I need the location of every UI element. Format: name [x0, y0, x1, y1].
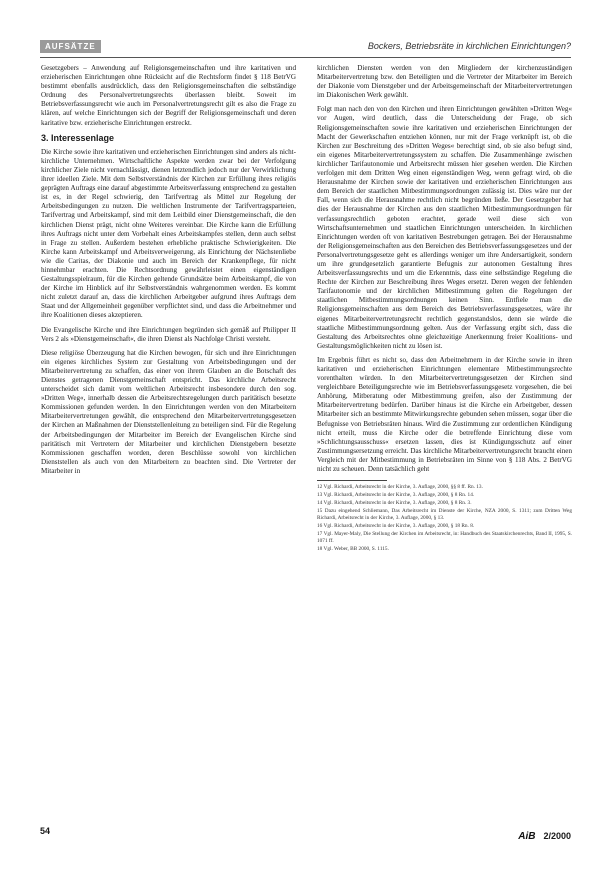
paragraph: Diese religiöse Überzeugung hat die Kirchen bewogen, für sich und ihre Einrichtungen ein eigenes kirchliches System zur Gestaltung von Arbeitsbedingungen und der Mitarbeitervertretung zu schaffen, das einer von ihrem Glauben an die Botschaft des Dienstes getragenen Dienstgemeinschaft entspricht. Das kirchliche Arbeitsrecht unterscheidet sich damit vom weltlichen Arbeitsrecht insbesondere durch den sog. »Dritten Weg«, innerhalb dessen die Arbeitsrechtsregelungen durch paritätisch besetzte Kommissionen gefunden werden. In den Einrichtungen werden von den Mitarbeitern Mitarbeitervertretungen gewählt, die entsprechend den Mitarbeitervertretungsgesetzen der Kirchen an Maßnahmen der Dienststellenleitung zu beteiligen sind. Für die Regelung der Arbeitsbedingungen der Mitarbeiter im Bereich der Evangelischen Kirche sind paritätisch mit Vertretern der Mitarbeiter und kirchlichen Dienstgebern besetzte Kommissionen geschaffen worden, deren Beschlüsse sowohl von kirchlichen Dienststellen als auch von den Mitarbeitern zu beachten sind. Die Vertreter der Mitarbeiter in	[41, 348, 296, 475]
footnote: 15 Dazu eingehend Schliemann, Das Arbeitsrecht im Dienste der Kirche, NZA 2000, S. 1311; zum Dritten Weg Richardi, Arbeitsrecht in der Kirche, 3. Auflage, 2000, § 13.	[317, 508, 572, 522]
header-rule	[40, 57, 571, 58]
footnote: 14 Vgl. Richardi, Arbeitsrecht in der Kirche, 3. Auflage, 2000, § 8 Rn. 3.	[317, 500, 472, 507]
left-column	[41, 64, 296, 481]
page-number: 54	[40, 826, 51, 836]
page-header	[40, 40, 571, 56]
footnotes	[317, 484, 572, 553]
running-title: Bockers, Betriebsräte in kirchlichen Einrichtungen?	[367, 41, 571, 51]
footnote: 16 Vgl. Richardi, Arbeitsrecht in der Kirche, 3. Auflage, 2000, § 18 Rn. 8.	[317, 523, 475, 530]
footnote-rule	[317, 480, 387, 481]
footnote: 17 Vgl. Mayer-Maly, Die Stellung der Kirchen im Arbeitsrecht, in: Handbuch des Staatskirchenrechts, Band II, 1995, S. 1071 ff.	[317, 531, 572, 545]
paragraph: kirchlichen Diensten werden von den Mitgliedern der kirchenzuständigen Mitarbeitervertretung bzw. den Beteiligten und die Vertreter der Mitarbeiter im Bereich der Diakonie vom Dienstgeber und der Arbeitsgemeinschaft der Mitarbeitervertretungen im Diakonischen Werk gewählt.	[317, 64, 572, 100]
paragraph: Im Ergebnis führt es nicht so, dass den Arbeitnehmern in der Kirche sowie in ihren karitativen und erzieherischen Einrichtungen elementare Mitbestimmungsrechte vorenthalten würden. In den Mitarbeitervertretungsgesetzen der Kirchen sind vergleichbare Beteiligungsrechte wie im Betriebsverfassungsgesetz vorgesehen, die bei Anhörung, Mitberatung oder Mitbestimmung greifen, also der Zustimmung der Mitarbeitervertretung bedürfen. Darüber hinaus ist die Kirche ein Arbeitgeber, dessen Mitarbeiter sich an bestimmte Mitwirkungsrechte gebunden sehen müssen, sogar über die Befugnisse von Betriebsräten hinaus. Wird die Zustimmung zur ordentlichen Kündigung nicht erteilt, muss die Kirche oder die betreffende Einrichtung diese vom »Schlichtungsausschuss« ersetzen lassen, dies ist Kündigungsschutz auf einer Zustimmungsersetzung erreicht. Das kirchliche Mitarbeitervertretungsrecht braucht einen Vergleich mit der Mitbestimmung in Betriebsräten im Sinne von § 118 Abs. 2 BetrVG nicht zu scheuen. Denn tatsächlich geht	[317, 355, 572, 474]
section-heading: 3. Interessenlage	[41, 132, 115, 143]
footnote: 18 Vgl. Weber, BB 2000, S. 1115.	[317, 546, 389, 553]
section-tab: AUFSÄTZE	[40, 40, 101, 53]
paragraph: Gesetzgebers – Anwendung auf Religionsgemeinschaften und ihre karitativen und erzieherischen Einrichtungen ohne Rücksicht auf die Rechtsform findet § 118 BetrVG bestimmt ebenfalls ausdrücklich, dass den Religionsgemeinschaften die selbständige Ordnung des Personalvertretungsrechts überlassen bleibt. Soweit im Betriebsverfassungsrecht wie auch im Personalvertretungsrecht gilt es also die Frage zu klären, auf welche Einrichtungen sich der Begriff der Religionsgemeinschaft und deren karitative bzw. erzieherische Einrichtungen erstreckt.	[41, 64, 296, 127]
right-column	[317, 64, 572, 554]
issue-number: 2/2000	[543, 831, 571, 841]
paragraph: Die Evangelische Kirche und ihre Einrichtungen begründen sich gemäß auf Philipper II Vers 2 als »Dienstgemeinschaft«, die ihren Dienst als Nachfolge Christi versteht.	[41, 325, 296, 343]
journal-logo: AiB	[518, 831, 536, 842]
page-footer	[40, 826, 571, 840]
footnote: 12 Vgl. Richardi, Arbeitsrecht in der Kirche, 3. Auflage, 2000, §§ 8 ff. Rn. 13.	[317, 484, 483, 491]
footer-issue-block	[518, 826, 571, 844]
footnote: 13 Vgl. Richardi, Arbeitsrecht in der Kirche, 3. Auflage, 2000, § 8 Rn. 14.	[317, 492, 475, 499]
paragraph: Die Kirche sowie ihre karitativen und erzieherischen Einrichtungen sind anders als nicht-kirchliche Unternehmen. Wirtschaftliche Aspekte werden zwar bei der Verfolgung kirchlicher Ziele nicht vernachlässigt, dienen letztendlich jedoch nur der Verwirklichung ihrer ideellen Ziele. Mit dem Selbstverständnis der Kirchen zur Erfüllung ihres religiös geprägten Auftrags eine darauf abgestimmte Arbeitsverfassung entsprechend zu gestalten ist es, in der Regel schwierig, den Tarifvertrag als Mittel zur Regelung der Arbeitsbedingungen zu nutzen. Die weltlichen Instrumente der Tarifvertragsparteien, Tarifvertrag und Arbeitskampf, sind mit dem Leitbild einer Dienstgemeinschaft, die den kirchlichen Dienst prägt, nicht ohne Weiteres vereinbar. Die Kirche kann die Erfüllung ihres Auftrags nicht unter dem Vorbehalt eines Arbeitskampfes stellen, denn auch selbst in Frage zu stellen. Außerdem bestehen erhebliche praktische Schwierigkeiten. Die Kirche kann Arbeitskampf und Arbeitsverweigerung, als Einrichtung der Nächstenliebe wie die Caritas, der Diakonie und auch im Bereich der Krankenpflege, für nicht hinnehmbar erachten. Die Rechtsordnung gewährleistet einen eigenständigen Gestaltungsspielraum, für die Kirchen geltende Grundsätze beim Arbeitskampf, die von der Kirche im Hinblick auf ihr Selbstverständnis wahrgenommen werden. Es kommt nicht zuletzt darauf an, dass die kirchlichen Arbeitgeber aufgrund ihres Auftrags dem Staat und der Allgemeinheit gegenüber verpflichtet sind, und dass die Arbeitnehmer und ihre Koalitionen dieses akzeptieren.	[41, 147, 296, 320]
paragraph: Folgt man nach den von den Kirchen und ihren Einrichtungen gewählten »Dritten Weg« vor Augen, wird deutlich, dass die Unterscheidung der Frage, ob sich Religionsgemeinschaften sowie ihre karitativen und erzieherischen Einrichtungen der Macht der Gewerkschaften entziehen können, nur mit der Frage verknüpft ist, ob die Kirchen zur Beschreitung des »Dritten Weges« berechtigt sind, ob sie also befugt sind, ein eigenes Mitarbeitervertretungssystem zu schaffen. Die Zusammenhänge zwischen kirchlicher Tarifautonomie und Arbeitsrecht müssen hier gesehen werden. Die Kirchen verfolgen mit dem Dritten Weg einen eigenständigen Weg, wenn gefragt wird, ob die Herausnahme der Kirchen sowie der karitativen und erzieherischen Einrichtungen aus dem Bereich der staatlichen Mitbestimmungsordnungen zulässig ist. Dies wäre nur der Fall, wenn sich die Herausnahme rechtlich nicht begründen ließe. Der Gesetzgeber hat dies der Herausnahme der Kirchen aus den staatlichen Mitbestimmungsordnungen für verfassungsrechtlich geboten erachtet, gerade weil diese sich von Wirtschaftsunternehmen und staatlichen Einrichtungen unterscheiden. In kirchlichen Einrichtungen werden oft von karitativen Bestrebungen getragen. Bei der Herausnahme der Religionsgemeinschaften aus den Bereichen des Betriebsverfassungsgesetzes und der Personalvertretungsgesetze geht es allerdings weniger um ihre Andersartigkeit, sondern um ihre grundgesetzlich garantierte Befugnis zur autonomen Gestaltung ihres Arbeitsverfassungsrechts und um die Erkenntnis, dass eine selbständige Regelung die Rechte der Kirchen zur Beschreibung ihres Weges ersetzt. Deren wegen der fehlenden Tarifautonomie und der kirchlichen Mitbestimmung gelten die Regelungen der staatlichen Mitbestimmungsordnungen keinen Sinn. Entfiele man die Religionsgemeinschaften aus dem Bereich des Betriebsverfassungsgesetzes, wäre ihr eigenes Mitarbeitervertretungsrecht rechtlich gegenstandslos, denn sie würde die staatliche Mitbestimmungsordnung gelten. Aus der Verfassung ergibt sich, dass die Gestaltung des Arbeitsrechtes ohne gleichzeitige Anerkennung freier Koalitions- und Gestaltungsmöglichkeiten nicht zu lösen ist.	[317, 105, 572, 350]
